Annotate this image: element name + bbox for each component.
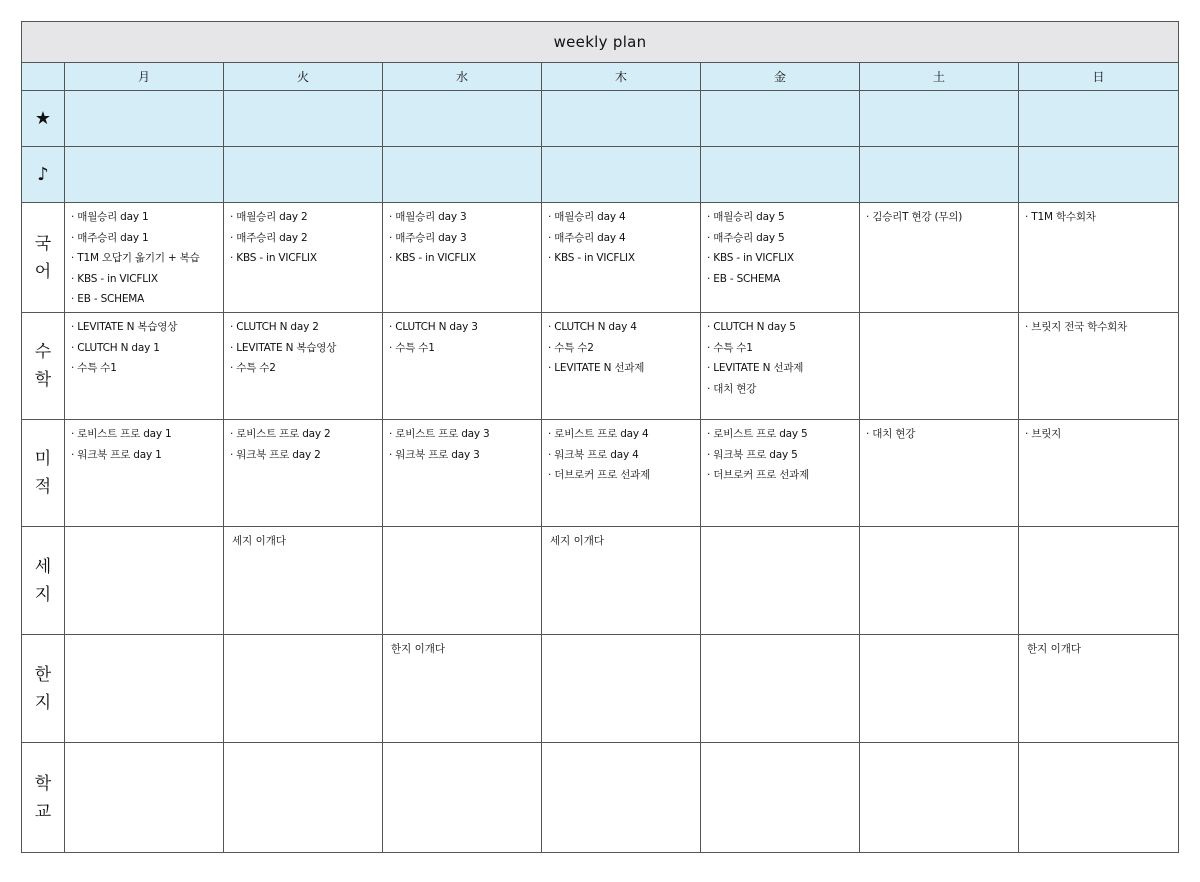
task-item: · EB - SCHEMA [71, 293, 145, 305]
page-title: weekly plan [22, 22, 1179, 63]
task-item: · 로비스트 프로 day 5 [707, 428, 808, 440]
day-header-row [22, 63, 1179, 91]
task-item: · 매주승리 day 2 [230, 231, 308, 244]
subject-label-text: 세지 [34, 556, 52, 605]
subject-row [22, 743, 1179, 853]
symbol-row [22, 91, 1179, 147]
plan-cell[interactable] [701, 635, 860, 743]
task-item: · 수특 수1 [71, 362, 117, 374]
plan-cell[interactable] [1019, 313, 1179, 420]
task-item: · 워크북 프로 day 4 [548, 448, 639, 461]
plan-cell[interactable] [65, 743, 224, 853]
task-item: 한지 이개다 [1027, 643, 1082, 655]
task-item: · KBS - in VICFLIX [71, 272, 158, 285]
plan-cell[interactable] [542, 743, 701, 853]
plan-cell[interactable] [383, 420, 542, 527]
subject-row [22, 420, 1179, 527]
day-header: 日 [1019, 63, 1179, 91]
symbol-cell[interactable] [701, 91, 860, 147]
weekly-plan-table [21, 21, 1179, 853]
task-item: · 수특 수2 [230, 362, 276, 374]
plan-cell[interactable] [860, 420, 1019, 527]
symbol-row [22, 147, 1179, 203]
star-icon: ★ [22, 91, 65, 147]
plan-cell[interactable] [383, 743, 542, 853]
plan-cell[interactable] [860, 203, 1019, 313]
task-item: · T1M 오답기 옮기기 + 복습 [71, 252, 200, 264]
plan-cell[interactable] [860, 743, 1019, 853]
task-item: · 더브로커 프로 선과제 [548, 469, 651, 481]
plan-cell[interactable] [65, 203, 224, 313]
subject-label-text: 국어 [34, 233, 52, 282]
task-item: · CLUTCH N day 3 [389, 321, 478, 333]
subject-label-text: 학교 [34, 773, 52, 822]
header-corner [22, 63, 65, 91]
day-header: 金 [701, 63, 860, 91]
task-item: · KBS - in VICFLIX [707, 252, 794, 264]
plan-cell[interactable] [542, 203, 701, 313]
task-item: · 김승리T 현강 (무의) [866, 211, 963, 223]
task-item: · LEVITATE N 복습영상 [230, 341, 337, 354]
subject-label-text: 수학 [34, 342, 52, 390]
task-item: · 더브로커 프로 선과제 [707, 469, 810, 481]
plan-cell[interactable] [383, 313, 542, 420]
task-item: · 매주승리 day 3 [389, 231, 467, 244]
plan-cell[interactable] [65, 527, 224, 635]
subject-row [22, 635, 1179, 743]
plan-cell[interactable] [65, 420, 224, 527]
task-item: · 매월승리 day 5 [707, 211, 785, 223]
task-item: · 매주승리 day 1 [71, 231, 149, 244]
task-item: · LEVITATE N 선과제 [548, 362, 645, 374]
plan-cell[interactable] [701, 313, 860, 420]
plan-cell[interactable] [860, 313, 1019, 420]
task-item: 세지 이개다 [550, 535, 605, 547]
subject-label-text: 미적 [34, 449, 52, 497]
task-item: · LEVITATE N 선과제 [707, 362, 804, 374]
symbol-cell[interactable] [860, 147, 1019, 203]
subject-label [22, 203, 65, 313]
task-item: · 워크북 프로 day 3 [389, 448, 480, 461]
plan-cell[interactable] [860, 527, 1019, 635]
plan-cell[interactable] [65, 313, 224, 420]
subject-label [22, 313, 65, 420]
plan-cell[interactable] [701, 743, 860, 853]
task-item: · CLUTCH N day 2 [230, 321, 319, 333]
task-item: · 대치 현강 [707, 382, 757, 395]
task-item: · 로비스트 프로 day 1 [71, 428, 172, 440]
task-item: · 매주승리 day 4 [548, 231, 626, 244]
task-item: · T1M 학수회차 [1025, 211, 1096, 223]
subject-label [22, 527, 65, 635]
plan-cell[interactable] [860, 635, 1019, 743]
task-item: 세지 이개다 [232, 535, 287, 547]
task-item: · 매월승리 day 3 [389, 211, 467, 223]
symbol-cell[interactable] [65, 147, 224, 203]
task-item: · 브릿지 전국 학수회차 [1025, 321, 1128, 333]
day-header: 月 [65, 63, 224, 91]
task-item: · 워크북 프로 day 2 [230, 448, 321, 461]
plan-cell[interactable] [383, 203, 542, 313]
task-item: · 수특 수1 [389, 341, 435, 354]
plan-cell[interactable] [701, 420, 860, 527]
task-item: · CLUTCH N day 1 [71, 341, 160, 354]
plan-cell[interactable] [701, 203, 860, 313]
plan-cell[interactable] [383, 527, 542, 635]
symbol-cell[interactable] [383, 147, 542, 203]
plan-cell[interactable] [1019, 420, 1179, 527]
plan-cell[interactable] [542, 313, 701, 420]
symbol-cell[interactable] [1019, 147, 1179, 203]
plan-cell[interactable] [1019, 203, 1179, 313]
symbol-cell[interactable] [65, 91, 224, 147]
task-item: · 매주승리 day 5 [707, 231, 785, 244]
subject-row [22, 203, 1179, 313]
task-item: · 대치 현강 [866, 428, 916, 440]
task-item: · 매월승리 day 2 [230, 211, 308, 223]
task-item: · CLUTCH N day 5 [707, 321, 796, 333]
task-item: · 매월승리 day 4 [548, 211, 626, 223]
task-item: · 워크북 프로 day 5 [707, 448, 798, 461]
plan-cell[interactable] [224, 203, 383, 313]
subject-label [22, 635, 65, 743]
plan-cell[interactable] [542, 420, 701, 527]
plan-cell[interactable] [1019, 527, 1179, 635]
day-header: 火 [224, 63, 383, 91]
plan-cell[interactable] [224, 635, 383, 743]
plan-cell[interactable] [542, 635, 701, 743]
symbol-cell[interactable] [383, 91, 542, 147]
symbol-cell[interactable] [542, 91, 701, 147]
task-item: · 워크북 프로 day 1 [71, 448, 162, 461]
task-item: · EB - SCHEMA [707, 272, 781, 285]
plan-cell[interactable] [1019, 743, 1179, 853]
task-item: · 매월승리 day 1 [71, 211, 149, 223]
subject-row [22, 313, 1179, 420]
task-item: · LEVITATE N 복습영상 [71, 321, 178, 333]
task-item: · 로비스트 프로 day 4 [548, 428, 649, 440]
music-note-icon: ♪ [22, 147, 65, 203]
plan-cell[interactable] [224, 420, 383, 527]
task-item: · 수특 수1 [707, 341, 753, 354]
plan-cell[interactable] [224, 527, 383, 635]
task-item: · 로비스트 프로 day 3 [389, 428, 490, 440]
plan-cell[interactable] [224, 313, 383, 420]
symbol-cell[interactable] [1019, 91, 1179, 147]
plan-cell[interactable] [701, 527, 860, 635]
task-item: · 브릿지 [1025, 428, 1062, 440]
symbol-cell[interactable] [701, 147, 860, 203]
day-header: 水 [383, 63, 542, 91]
plan-cell[interactable] [383, 635, 542, 743]
symbol-cell[interactable] [224, 91, 383, 147]
subject-label [22, 743, 65, 853]
plan-cell[interactable] [224, 743, 383, 853]
plan-cell[interactable] [1019, 635, 1179, 743]
subject-row [22, 527, 1179, 635]
task-item: · 로비스트 프로 day 2 [230, 428, 331, 440]
subject-label [22, 420, 65, 527]
symbol-cell[interactable] [860, 91, 1019, 147]
symbol-cell[interactable] [224, 147, 383, 203]
task-item: · KBS - in VICFLIX [230, 252, 317, 264]
day-header: 木 [542, 63, 701, 91]
task-item: · CLUTCH N day 4 [548, 321, 637, 333]
symbol-cell[interactable] [542, 147, 701, 203]
plan-cell[interactable] [65, 635, 224, 743]
plan-cell[interactable] [542, 527, 701, 635]
task-item: · KBS - in VICFLIX [548, 252, 635, 264]
task-item: · KBS - in VICFLIX [389, 252, 476, 264]
subject-label-text: 한지 [34, 664, 52, 713]
day-header: 土 [860, 63, 1019, 91]
task-item: 한지 이개다 [391, 643, 446, 655]
task-item: · 수특 수2 [548, 341, 594, 354]
